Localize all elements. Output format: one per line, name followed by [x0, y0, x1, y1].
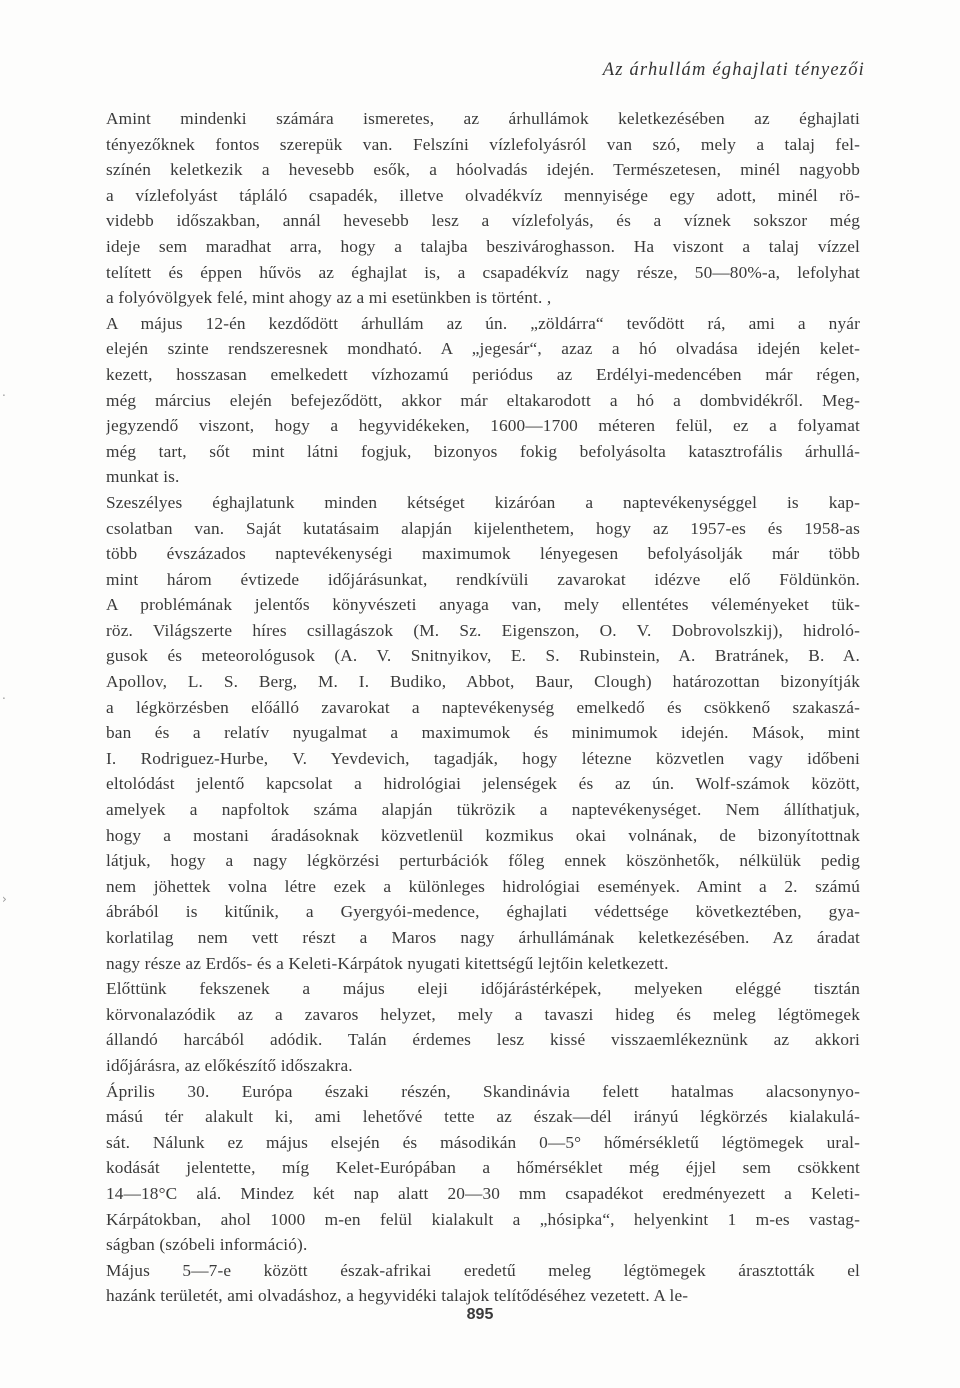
text-line: Május 5—7-e között észak-afrikai eredetű meleg légtömegek árasztották el	[106, 1260, 860, 1280]
text-line: Szeszélyes éghajlatunk minden kétséget kizáróan a naptevékenységgel is kap-	[106, 492, 860, 512]
text-line: a légkörzésben előálló zavarokat a naptevékenység emelkedő és csökkenő szakaszá-	[106, 697, 860, 717]
paragraph	[106, 311, 860, 490]
text-line: színén keletkezik a hevesebb esők, a hóolvadás idején. Természetesen, minél nagyobb	[106, 160, 860, 180]
text-line: eltolódást jelentő kapcsolat a hidrológiai jelenségek és az ún. Wolf-számok között,	[106, 774, 860, 794]
text-line: telített és éppen hűvös az éghajlat is, a csapadékvíz nagy része, 50—80%-a, lefolyhat	[106, 262, 860, 282]
text-line: Apollov, L. S. Berg, M. I. Budiko, Abbot, Baur, Clough) határozottan bizonyítják	[106, 672, 860, 692]
text-line: a vízlefolyást tápláló csapadék, illetve olvadékvíz mennyisége egy adott, minél rö-	[106, 185, 860, 205]
text-line: tényezőknek fontos szerepük van. Felszíni vízlefolyásról van szó, mely a talaj fel-	[106, 134, 860, 154]
text-line: időjárásra, az előkészítő időszakra.	[106, 1055, 353, 1075]
text-line: hogy a mostani áradásoknak közvetlenül kozmikus okai volnának, de bizonyítottnak	[106, 825, 860, 845]
margin-mark: .	[2, 385, 6, 399]
margin-mark: ›	[2, 892, 7, 906]
text-line: I. Rodriguez-Hurbe, V. Yevdevich, tagadják, hogy létezne közvetlen vagy időbeni	[106, 748, 860, 768]
text-line: videbb időszakban, annál hevesebb lesz a vízlefolyás, és a víznek sokszor még	[106, 211, 860, 231]
text-line: sát. Nálunk ez május elsején és másodikán 0—5° hőmérsékletű légtömegek ural-	[106, 1132, 860, 1152]
paragraph	[106, 490, 860, 976]
text-line: nagy része az Erdős- és a Keleti-Kárpátok nyugati kitettségű lejtőin keletkezett.	[106, 953, 669, 973]
text-line: elején szinte rendszeresnek mondható. A „jegesár“, azaz a hó olvadása idején kelet-	[106, 339, 860, 359]
text-line: még március elején befejeződött, akkor már eltakarodott a hó a dombvidékről. Meg-	[106, 390, 860, 410]
text-line: látjuk, hogy a nagy légkörzési perturbációk főleg ennek köszönhetők, nélkülük pedig	[106, 851, 860, 871]
text-line: ban és a relatív nyugalmat a maximumok és minimumok idején. Mások, mint	[106, 723, 860, 743]
text-line: csolatban van. Saját kutatásaim alapján kijelenthetem, hogy az 1957-es és 1958-as	[106, 518, 860, 538]
page-number: 895	[466, 1306, 494, 1323]
text-line: Április 30. Európa északi részén, Skandinávia felett hatalmas alacsonynyo-	[106, 1081, 860, 1101]
paragraph	[106, 106, 860, 311]
text-line: mint három évtizede időjárásunkat, rendkívüli zavarokat idézve elő Földünkön.	[106, 569, 860, 589]
text-line: jegyzendő viszont, hogy a hegyvidékeken, 1600—1700 méteren felül, ez a folyamat	[106, 416, 860, 436]
text-line: Előttünk fekszenek a május eleji időjárástérképek, melyeken eléggé tisztán	[106, 979, 860, 999]
paragraph	[106, 1079, 860, 1258]
text-line: amelyek a napfoltok száma alapján tükrözik a naptevékenységet. Nem állíthatjuk,	[106, 800, 860, 820]
page-title: Az árhullám éghajlati tényezői	[602, 60, 865, 80]
text-line: munkat is.	[106, 467, 180, 487]
text-line: Kárpátokban, ahol 1000 m-en felül kialakult a „hósipka“, helyenkint 1 m-es vastag-	[106, 1209, 860, 1229]
margin-mark: .	[2, 688, 6, 702]
text-line: Amint mindenki számára ismeretes, az árhullámok keletkezésében az éghajlati	[106, 109, 860, 128]
text-line: még tart, sőt mint látni fogjuk, bizonyos fokig befolyásolta katasztrofális árhullá-	[106, 441, 860, 461]
text-line: hazánk területét, ami olvadáshoz, a hegyvidéki talajok telítődéséhez vezetett. A le-	[106, 1286, 689, 1306]
body-text	[106, 106, 860, 1309]
text-line: 14—18°C alá. Mindez két nap alatt 20—30 mm csapadékot eredményezett a Keleti-	[106, 1183, 860, 1203]
text-line: kezett, hosszasan emelkedett vízhozamú periódus az Erdélyi-medencében már régen,	[106, 364, 860, 384]
text-line: röz. Világszerte híres csillagászok (M. Sz. Eigenszon, O. V. Dobrovolszkij), hidroló-	[106, 620, 860, 640]
text-line: A problémának jelentős könyvészeti anyaga van, mely ellentétes véleményeket tük-	[106, 595, 860, 615]
text-line: állandó harcából adódik. Talán érdemes lesz kissé visszaemlékeznünk az akkori	[106, 1030, 860, 1050]
text-line: nem jöhettek volna létre ezek a különleges hidrológiai események. Amint a 2. számú	[106, 876, 860, 896]
text-line: ábrából is kitűnik, a Gyergyói-medence, éghajlati védettsége következtében, gya-	[106, 902, 860, 922]
text-line: ideje sem maradhat arra, hogy a talajba beszivároghasson. Ha viszont a talaj vízzel	[106, 236, 860, 256]
text-line: kodását jelentette, míg Kelet-Európában a hőmérséklet még éjjel sem csökkent	[106, 1158, 860, 1178]
text-line: a folyóvölgyek felé, mint ahogy az a mi esetünkben is történt. ,	[106, 288, 552, 308]
text-line: mású tér alakult ki, ami lehetővé tette az észak—dél irányú légkörzés kialakulá-	[106, 1107, 860, 1127]
paragraph	[106, 1258, 860, 1309]
text-line: körvonalazódik az a zavaros helyzet, mely a tavaszi hideg és meleg légtömegek	[106, 1004, 860, 1024]
paragraph	[106, 976, 860, 1078]
text-line: korlatilag nem vett részt a Maros nagy árhullámának keletkezésében. Az áradat	[106, 928, 860, 947]
text-line: több évszázados naptevékenységi maximumok lényegesen befolyásolják már több	[106, 544, 860, 564]
text-line: gusok és meteorológusok (A. V. Snitnyikov, E. S. Rubinstein, A. Bratránek, B. A.	[106, 646, 860, 666]
text-line: ságban (szóbeli információ).	[106, 1235, 308, 1255]
text-line: A május 12-én kezdődött árhullám az ún. „zöldárra“ tevődött rá, ami a nyár	[106, 313, 860, 333]
